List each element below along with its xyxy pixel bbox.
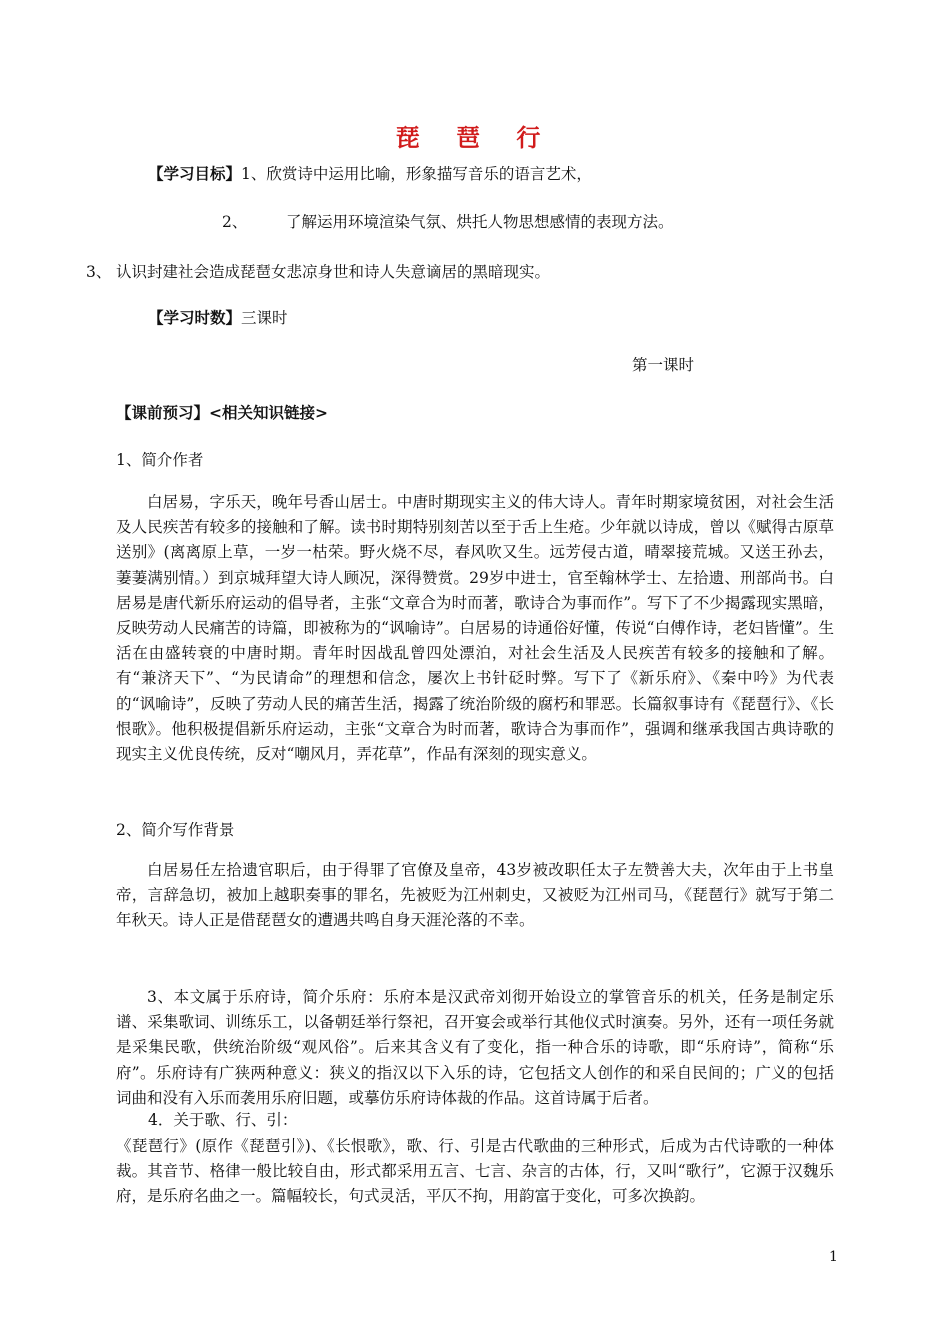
section1-body bbox=[116, 490, 834, 767]
section3-body bbox=[116, 985, 834, 1111]
section1-paragraph: 白居易，字乐天，晚年号香山居士。中唐时期现实主义的伟大诗人。青年时期家境贫困，对社会生活及人民疾苦有较多的接触和了解。读书时期特别刻苦以至于舌上生疮。少年就以诗成，曾以《赋得古原草送别》(离离原上草，一岁一枯荣。野火烧不尽，春风吹又生。远芳侵古道，晴翠接荒城。又送王孙去，萋萋满别情。）到京城拜望大诗人顾况，深得赞赏。29岁中进士，官至翰林学士、左拾遗、刑部尚书。白居易是唐代新乐府运动的倡导者，主张“文章合为时而著，歌诗合为事而作”。写下了不少揭露现实黑暗，反映劳动人民痛苦的诗篇，即被称为的“讽喻诗”。白居易的诗通俗好懂，传说“白傅作诗，老妇皆懂”。生活在由盛转衰的中唐时期。青年时因战乱曾四处漂泊，对社会生活及人民疾苦有较多的接触和了解。有“兼济天下”、“为民请命”的理想和信念，屡次上书针砭时弊。写下了《新乐府》、《秦中吟》为代表的“讽喻诗”，反映了劳动人民的痛苦生活，揭露了统治阶级的腐朽和罪恶。长篇叙事诗有《琵琶行》、《长恨歌》。他积极提倡新乐府运动，主张“文章合为时而著，歌诗合为事而作”，强调和继承我国古典诗歌的现实主义优良传统，反对“嘲风月，弄花草”，作品有深刻的现实意义。 bbox=[116, 493, 834, 764]
section4-paragraph: 《琵琶行》(原作《琵琶引》)、《长恨歌》，歌、行、引是古代歌曲的三种形式，后成为古代诗歌的一种体裁。其音节、格律一般比较自由，形式都采用五言、七言、杂言的古体，行，又叫“歌行”，它源于汉魏乐府，是乐府名曲之一。篇幅较长，句式灵活，平仄不拘，用韵富于变化，可多次换韵。 bbox=[116, 1137, 834, 1206]
section2-heading: 2、简介写作背景 bbox=[116, 821, 235, 839]
preview-label: 【课前预习】 bbox=[116, 404, 210, 422]
document-title: 琵 琶 行 bbox=[395, 124, 555, 152]
preview-sub: <相关知识链接> bbox=[209, 404, 328, 422]
objective-item-2: 了解运用环境渲染气氛、烘托人物思想感情的表现方法。 bbox=[286, 213, 674, 231]
section4-body bbox=[116, 1134, 834, 1210]
hours-value: 三课时 bbox=[241, 309, 288, 327]
lesson-title: 第一课时 bbox=[632, 356, 695, 374]
objective-item-3-num: 3、 bbox=[86, 263, 112, 281]
page-number: 1 bbox=[829, 1249, 838, 1265]
section3-paragraph: 3、本文属于乐府诗，简介乐府：乐府本是汉武帝刘彻开始设立的掌管音乐的机关，任务是制定乐谱、采集歌词、训练乐工，以备朝廷举行祭祀，召开宴会或举行其他仪式时演奏。另外，还有一项任务就是采集民歌，供统治阶级“观风俗”。后来其含义有了变化，指一种合乐的诗歌，即“乐府诗”，简称“乐府”。乐府诗有广狭两种意义：狭义的指汉以下入乐的诗，它包括文人创作的和采自民间的；广义的包括词曲和没有入乐而袭用乐府旧题，或摹仿乐府诗体裁的作品。这首诗属于后者。 bbox=[116, 988, 834, 1107]
objective-item-3: 认识封建社会造成琵琶女悲凉身世和诗人失意谪居的黑暗现实。 bbox=[116, 263, 551, 281]
section4-heading: 4．关于歌、行、引： bbox=[148, 1111, 298, 1129]
objective-item-2-num: 2、 bbox=[222, 213, 248, 231]
hours-line bbox=[148, 308, 288, 328]
section1-heading: 1、简介作者 bbox=[116, 451, 204, 469]
section2-paragraph: 白居易任左拾遗官职后，由于得罪了官僚及皇帝，43岁被改职任太子左赞善大夫，次年由于上书皇帝，言辞急切，被加上越职奏事的罪名，先被贬为江州刺史，又被贬为江州司马，《琵琶行》就写于第二年秋天。诗人正是借琵琶女的遭遇共鸣自身天涯沦落的不幸。 bbox=[116, 861, 834, 930]
objectives-line bbox=[148, 164, 592, 184]
section2-body bbox=[116, 858, 834, 934]
objective-item-1: 1、欣赏诗中运用比喻，形象描写音乐的语言艺术， bbox=[241, 165, 592, 183]
preview-line bbox=[116, 403, 328, 423]
hours-label: 【学习时数】 bbox=[148, 309, 242, 327]
objectives-label: 【学习目标】 bbox=[148, 165, 242, 183]
